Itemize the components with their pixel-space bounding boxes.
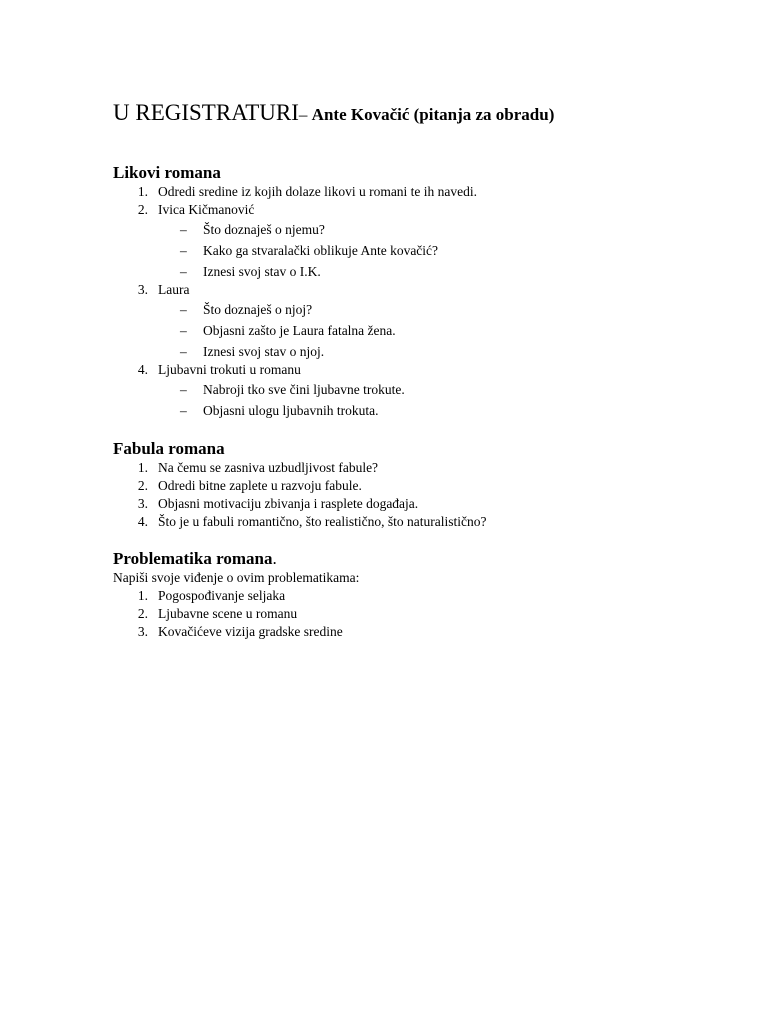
bullet-dash: – <box>180 243 187 258</box>
sub-list-item: Što doznaješ o njemu? <box>203 222 325 237</box>
sub-list-item: Objasni zašto je Laura fatalna žena. <box>203 323 396 338</box>
bullet-dash: – <box>180 264 187 279</box>
list-number: 4. <box>137 362 148 377</box>
list-item: Kovačićeve vizija gradske sredine <box>158 624 343 639</box>
list-item: Odredi sredine iz kojih dolaze likovi u romani te ih navedi. <box>158 184 478 199</box>
sub-list-item: Objasni ulogu ljubavnih trokuta. <box>203 403 379 418</box>
bullet-dash: – <box>180 323 187 338</box>
list-number: 4. <box>137 514 148 529</box>
list-number: 1. <box>137 184 148 199</box>
bullet-dash: – <box>180 302 187 317</box>
list-item: Ljubavne scene u romanu <box>158 606 298 621</box>
section-heading-likovi: Likovi romana <box>113 163 221 182</box>
bullet-dash: – <box>180 222 187 237</box>
list-item: Pogospođivanje seljaka <box>158 588 286 603</box>
list-item: Što je u fabuli romantično, što realistično, što naturalistično? <box>158 514 487 529</box>
list-number: 2. <box>137 606 148 621</box>
section-heading-fabula: Fabula romana <box>113 439 225 458</box>
sub-list-item: Nabroji tko sve čini ljubavne trokute. <box>203 382 405 397</box>
list-number: 1. <box>137 460 148 475</box>
list-number: 1. <box>137 588 148 603</box>
title-main: U REGISTRATURI <box>113 100 299 125</box>
section-heading-problematika <box>113 548 277 570</box>
bullet-dash: – <box>180 382 187 397</box>
section-heading-period: . <box>272 549 277 568</box>
title-subtitle: Ante Kovačić (pitanja za obradu) <box>311 105 555 124</box>
title-dash: – <box>298 105 312 124</box>
list-item: Ivica Kičmanović <box>158 202 255 217</box>
bullet-dash: – <box>180 403 187 418</box>
list-item: Objasni motivaciju zbivanja i rasplete događaja. <box>158 496 419 511</box>
document-title <box>113 95 554 129</box>
section-intro: Napiši svoje viđenje o ovim problematikama: <box>113 570 360 585</box>
list-number: 2. <box>137 478 148 493</box>
bullet-dash: – <box>180 344 187 359</box>
sub-list-item: Iznesi svoj stav o njoj. <box>203 344 325 359</box>
list-number: 2. <box>137 202 148 217</box>
list-item: Laura <box>158 282 190 297</box>
list-number: 3. <box>137 282 148 297</box>
sub-list-item: Što doznaješ o njoj? <box>203 302 313 317</box>
list-item: Na čemu se zasniva uzbudljivost fabule? <box>158 460 379 475</box>
list-item: Odredi bitne zaplete u razvoju fabule. <box>158 478 362 493</box>
list-number: 3. <box>137 496 148 511</box>
sub-list-item: Kako ga stvaralački oblikuje Ante kovačić? <box>203 243 439 258</box>
list-number: 3. <box>137 624 148 639</box>
sub-list-item: Iznesi svoj stav o I.K. <box>203 264 321 279</box>
list-item: Ljubavni trokuti u romanu <box>158 362 301 377</box>
section-heading-text: Problematika romana <box>113 549 273 568</box>
